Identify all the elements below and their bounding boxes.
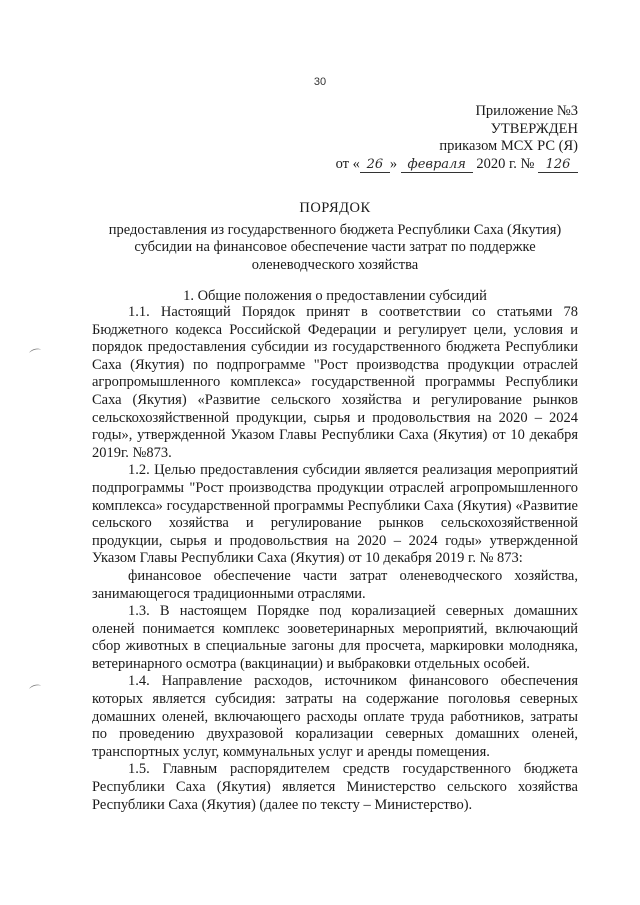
paragraph-1-2: 1.2. Целью предоставления субсидии является реализация мероприятий подпрограммы "Рост производства продукции отраслей агропромышленного комплекса» государственной программы Республики Саха (Якутия) «Развитие сельского хозяйства и регулирование рынков сельскохозяйственной продукции, сырья и продовольствия на 2020 – 2024 годы» утвержденной Указом Главы Республики Саха (Якутия) от 10 декабря 2019 г. № 873: (92, 462, 578, 567)
order-number-handwritten: 126 (538, 158, 578, 173)
document-title: ПОРЯДОК (299, 200, 371, 216)
order-date-line (278, 156, 578, 174)
date-prefix: от « (335, 155, 360, 172)
section-1-heading: 1. Общие положения о предоставлении субсидий (183, 288, 487, 304)
approved-label: УТВЕРЖДЕН (490, 120, 578, 137)
date-day-handwritten: 26 (360, 158, 390, 173)
date-month-handwritten: февраля (401, 158, 473, 173)
paragraph-1-1: 1.1. Настоящий Порядок принят в соответствии со статьями 78 Бюджетного кодекса Российской Федерации и регулирует цели, условия и порядок предоставления субсидии из государственного бюджета Республики Саха (Якутия) по подпрограмме "Рост производства продукции отраслей агропромышленного комплекса» государственной программы Республики Саха (Якутия) «Развитие сельского хозяйства и регулирование рынков сельскохозяйственной продукции, сырья и продовольствия на 2020 – 2024 годы», утвержденной Указом Главы Республики Саха (Якутия) от 10 декабря 2019г. №873. (92, 304, 578, 461)
appendix-label: Приложение №3 (475, 103, 578, 119)
document-body (92, 304, 578, 814)
order-label: приказом МСХ РС (Я) (439, 138, 578, 154)
document-subtitle-line-2: субсидии на финансовое обеспечение части затрат по поддержке (134, 239, 536, 255)
scan-margin-mark: ⌒ (28, 346, 44, 364)
approval-block (278, 103, 578, 173)
paragraph-1-4: 1.4. Направление расходов, источником финансового обеспечения которых является субсидия: затраты на содержание поголовья северных домашних оленей, включающего расходы оплате труда работников, затраты по проведению двухразовой корализации северных домашних оленей, транспортных услуг, коммунальных услуг и аренды помещения. (92, 673, 578, 760)
document-subtitle-line-3: оленеводческого хозяйства (251, 256, 419, 273)
scan-margin-mark: ⌒ (28, 682, 44, 700)
paragraph-1-3: 1.3. В настоящем Порядке под корализацией северных домашних оленей понимается комплекс зооветеринарных мероприятий, включающий сбор животных в специальные загоны для просчета, маркировки молодняка, ветеринарного осмотра (вакцинации) и выбраковки отдельных особей. (92, 603, 578, 672)
date-mid: » (389, 155, 398, 172)
document-subtitle-line-1: предоставления из государственного бюджета Республики Саха (Якутия) (108, 221, 562, 238)
paragraph-1-2-item: финансовое обеспечение части затрат оленеводческого хозяйства, занимающегося традиционными отраслями. (92, 567, 578, 602)
document-title-block (92, 200, 578, 274)
date-year: 2020 г. № (476, 155, 535, 172)
paragraph-1-5: 1.5. Главным распорядителем средств государственного бюджета Республики Саха (Якутия) является Министерство сельского хозяйства Республики Саха (Якутия) (далее по тексту – Министерство). (92, 761, 578, 813)
page-number: 30 (313, 76, 327, 88)
